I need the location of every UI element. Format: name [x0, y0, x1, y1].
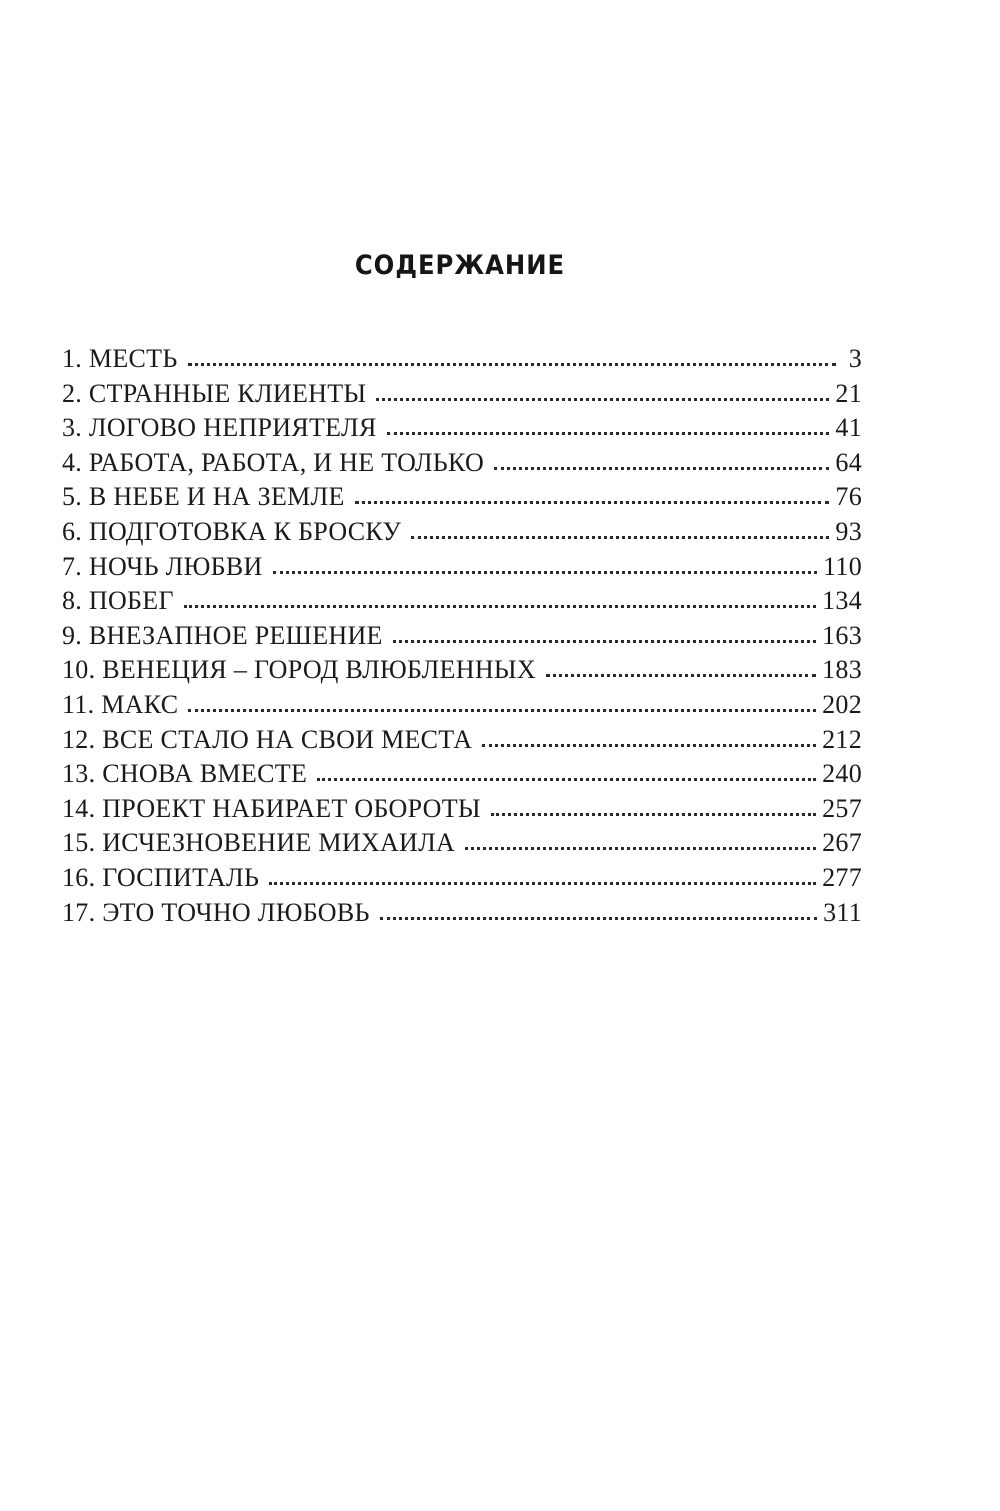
toc-entry-page-number: 183	[822, 655, 862, 685]
toc-entry-title: 8. ПОБЕГ	[62, 586, 174, 616]
toc-entry	[62, 723, 862, 758]
toc-entry-page-number: 267	[822, 828, 862, 858]
toc-entry-page-number: 277	[822, 862, 862, 892]
toc-entry	[62, 792, 862, 827]
toc-entry-page-number: 311	[823, 897, 862, 927]
toc-entry	[62, 757, 862, 792]
toc-entry-title: 12. ВСЕ СТАЛО НА СВОИ МЕСТА	[62, 724, 473, 754]
dot-leader	[411, 536, 829, 539]
dot-leader	[184, 605, 816, 608]
toc-entry-title: 13. СНОВА ВМЕСТЕ	[62, 759, 308, 789]
toc-entry	[62, 411, 862, 446]
dot-leader	[393, 640, 816, 643]
toc-entry	[62, 896, 862, 931]
toc-entry-page-number: 163	[822, 620, 862, 650]
dot-leader	[376, 398, 829, 401]
dot-leader	[355, 501, 830, 504]
dot-leader	[380, 917, 817, 920]
dot-leader	[317, 778, 816, 781]
toc-entry-page-number: 134	[822, 586, 862, 616]
toc-entry-title: 15. ИСЧЕЗНОВЕНИЕ МИХАИЛА	[62, 828, 456, 858]
toc-entry	[62, 619, 862, 654]
toc-entry-page-number: 240	[822, 759, 862, 789]
table-of-contents	[62, 342, 862, 930]
dot-leader	[482, 744, 816, 747]
toc-entry-title: 11. МАКС	[62, 689, 179, 719]
toc-entry-page-number: 21	[835, 378, 862, 408]
toc-entry-page-number: 257	[822, 793, 862, 823]
dot-leader	[387, 432, 830, 435]
dot-leader	[491, 813, 816, 816]
toc-entry-title: 2. СТРАННЫЕ КЛИЕНТЫ	[62, 378, 367, 408]
toc-entry-title: 10. ВЕНЕЦИЯ – ГОРОД ВЛЮБЛЕННЫХ	[62, 655, 536, 685]
toc-entry-title: 7. НОЧЬ ЛЮБВИ	[62, 551, 263, 581]
toc-entry-page-number: 110	[823, 551, 862, 581]
toc-entry	[62, 377, 862, 412]
toc-entry-page-number: 64	[835, 447, 862, 477]
dot-leader	[494, 467, 829, 470]
dot-leader	[269, 882, 816, 885]
toc-entry-title: 6. ПОДГОТОВКА К БРОСКУ	[62, 516, 402, 546]
toc-entry-title: 9. ВНЕЗАПНОЕ РЕШЕНИЕ	[62, 620, 383, 650]
dot-leader	[188, 709, 816, 712]
toc-entry	[62, 653, 862, 688]
dot-leader	[273, 571, 818, 574]
page-title: СОДЕРЖАНИЕ	[354, 250, 566, 281]
toc-entry	[62, 688, 862, 723]
toc-entry-title: 4. РАБОТА, РАБОТА, И НЕ ТОЛЬКО	[62, 447, 485, 477]
toc-entry	[62, 515, 862, 550]
dot-leader	[465, 847, 816, 850]
toc-entry-page-number: 76	[835, 482, 862, 512]
toc-entry-page-number: 202	[822, 689, 862, 719]
toc-entry	[62, 342, 862, 377]
toc-entry-title: 14. ПРОЕКТ НАБИРАЕТ ОБОРОТЫ	[62, 793, 481, 823]
toc-entry-title: 17. ЭТО ТОЧНО ЛЮБОВЬ	[62, 897, 370, 927]
toc-entry-title: 5. В НЕБЕ И НА ЗЕМЛЕ	[62, 482, 345, 512]
toc-entry	[62, 826, 862, 861]
toc-entry	[62, 446, 862, 481]
toc-entry-title: 1. МЕСТЬ	[62, 344, 178, 373]
toc-entry-title: 16. ГОСПИТАЛЬ	[62, 862, 260, 892]
toc-entry	[62, 584, 862, 619]
toc-entry	[62, 861, 862, 896]
dot-leader	[546, 674, 816, 677]
dot-leader	[188, 363, 836, 366]
toc-entry-page-number: 93	[835, 516, 862, 546]
toc-entry-title: 3. ЛОГОВО НЕПРИЯТЕЛЯ	[62, 413, 377, 443]
toc-entry-page-number: 212	[822, 724, 862, 754]
toc-entry	[62, 550, 862, 585]
toc-entry-page-number: 41	[835, 413, 862, 443]
toc-entry-page-number: 3	[848, 344, 862, 373]
toc-entry	[62, 480, 862, 515]
